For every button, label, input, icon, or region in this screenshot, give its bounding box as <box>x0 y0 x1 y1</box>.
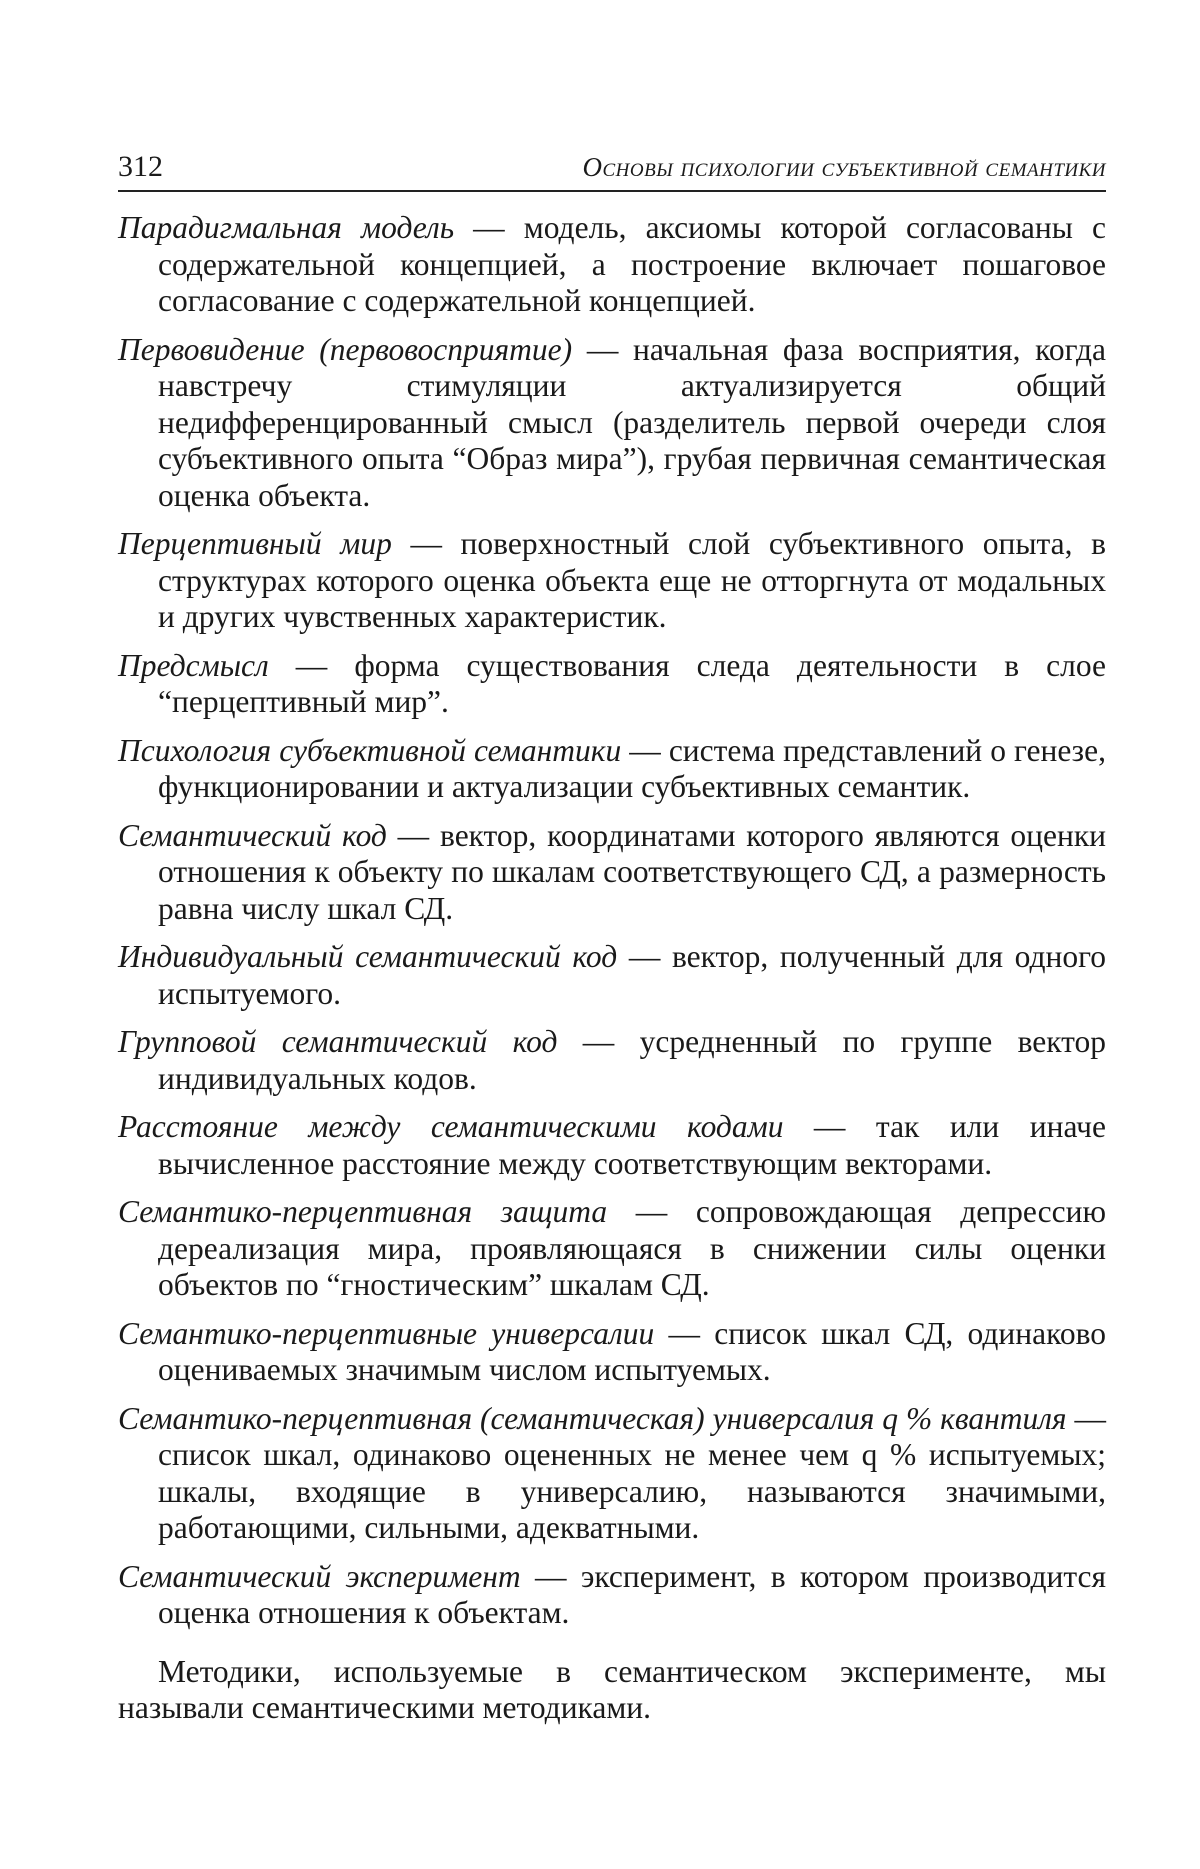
glossary-term: Групповой семантический код <box>118 1024 558 1059</box>
glossary-list <box>118 210 1106 1632</box>
glossary-term: Предсмысл <box>118 647 269 683</box>
glossary-term: Семантический код <box>118 817 387 853</box>
glossary-entry <box>118 648 1106 721</box>
glossary-term: Семантический эксперимент <box>118 1558 521 1594</box>
glossary-entry <box>118 818 1106 928</box>
glossary-entry <box>118 733 1106 806</box>
glossary-term: Перцептивный мир <box>118 526 392 561</box>
glossary-definition: — сопровождающая депрессию дереализация мира, проявляющаяся в снижении силы оценки объектов по “гностическим” шкалам СД. <box>158 1194 1106 1302</box>
glossary-term: Первовидение (первовосприятие) <box>118 331 573 367</box>
glossary-term: Психология субъективной семантики <box>118 732 622 768</box>
glossary-entry <box>118 1401 1106 1547</box>
glossary-definition: — система представлений о генезе, функционировании и актуализации субъективных семантик. <box>158 732 1106 804</box>
glossary-definition: — вектор, координатами которого являются оценки отношения к объекту по шкалам соответствующего СД, а размерность равна числу шкал СД. <box>158 817 1106 926</box>
page-number: 312 <box>118 150 163 183</box>
glossary-definition: — модель, аксиомы которой согласованы с содержательной концепцией, а построение включает пошаговое согласование с содержательной концепцией. <box>158 210 1106 318</box>
glossary-definition: — поверхностный слой субъективного опыта, в структурах которого оценка объекта еще не отторгнута от модальных и других чувственных характеристик. <box>158 526 1107 634</box>
glossary-definition: — начальная фаза восприятия, когда навстречу стимуляции актуализируется общий недифференцированный смысл (разделитель первой очереди слоя субъективного опыта “Образ мира”), грубая первичная семантическая оценка объекта. <box>158 331 1106 513</box>
glossary-entry <box>118 1559 1106 1632</box>
glossary-term: Семантико-перцептивная защита <box>118 1194 608 1229</box>
book-page <box>118 150 1106 1727</box>
glossary-term: Индивидуальный семантический код <box>118 939 618 974</box>
glossary-definition: — список шкал СД, одинаково оцениваемых значимым числом испытуемых. <box>158 1315 1106 1387</box>
glossary-term: Парадигмальная модель <box>118 210 455 245</box>
glossary-entry <box>118 1194 1106 1304</box>
glossary-entry <box>118 1316 1106 1389</box>
closing-paragraph: Методики, используемые в семантическом эксперименте, мы называли семантическими методиками. <box>118 1653 1106 1725</box>
glossary-definition: — эксперимент, в котором производится оценка отношения к объектам. <box>158 1558 1106 1630</box>
glossary-definition: — вектор, полученный для одного испытуемого. <box>158 939 1106 1011</box>
glossary-definition: — список шкал, одинаково оцененных не менее чем q % испытуемых; шкалы, входящие в универсалию, называются значимыми, работающими, сильными, адекватными. <box>158 1400 1106 1545</box>
running-head <box>118 150 1106 192</box>
glossary-entry <box>118 939 1106 1012</box>
glossary-definition: — усредненный по группе вектор индивидуальных кодов. <box>158 1024 1106 1096</box>
glossary-definition: — так или иначе вычисленное расстояние между соответствующим векторами. <box>158 1109 1107 1181</box>
glossary-term: Расстояние между семантическими кодами <box>118 1109 784 1144</box>
glossary-entry <box>118 1109 1106 1182</box>
glossary-definition: — форма существования следа деятельности в слое “перцептивный мир”. <box>158 647 1106 719</box>
glossary-entry <box>118 210 1106 320</box>
glossary-term: Семантико-перцептивные универсалии <box>118 1315 655 1351</box>
glossary-entry <box>118 526 1106 636</box>
glossary-entry <box>118 1024 1106 1097</box>
running-title: Основы психологии субъективной семантики <box>582 152 1106 182</box>
glossary-term: Семантико-перцептивная (семантическая) универсалия q % квантиля <box>118 1400 1067 1436</box>
glossary-entry <box>118 332 1106 515</box>
